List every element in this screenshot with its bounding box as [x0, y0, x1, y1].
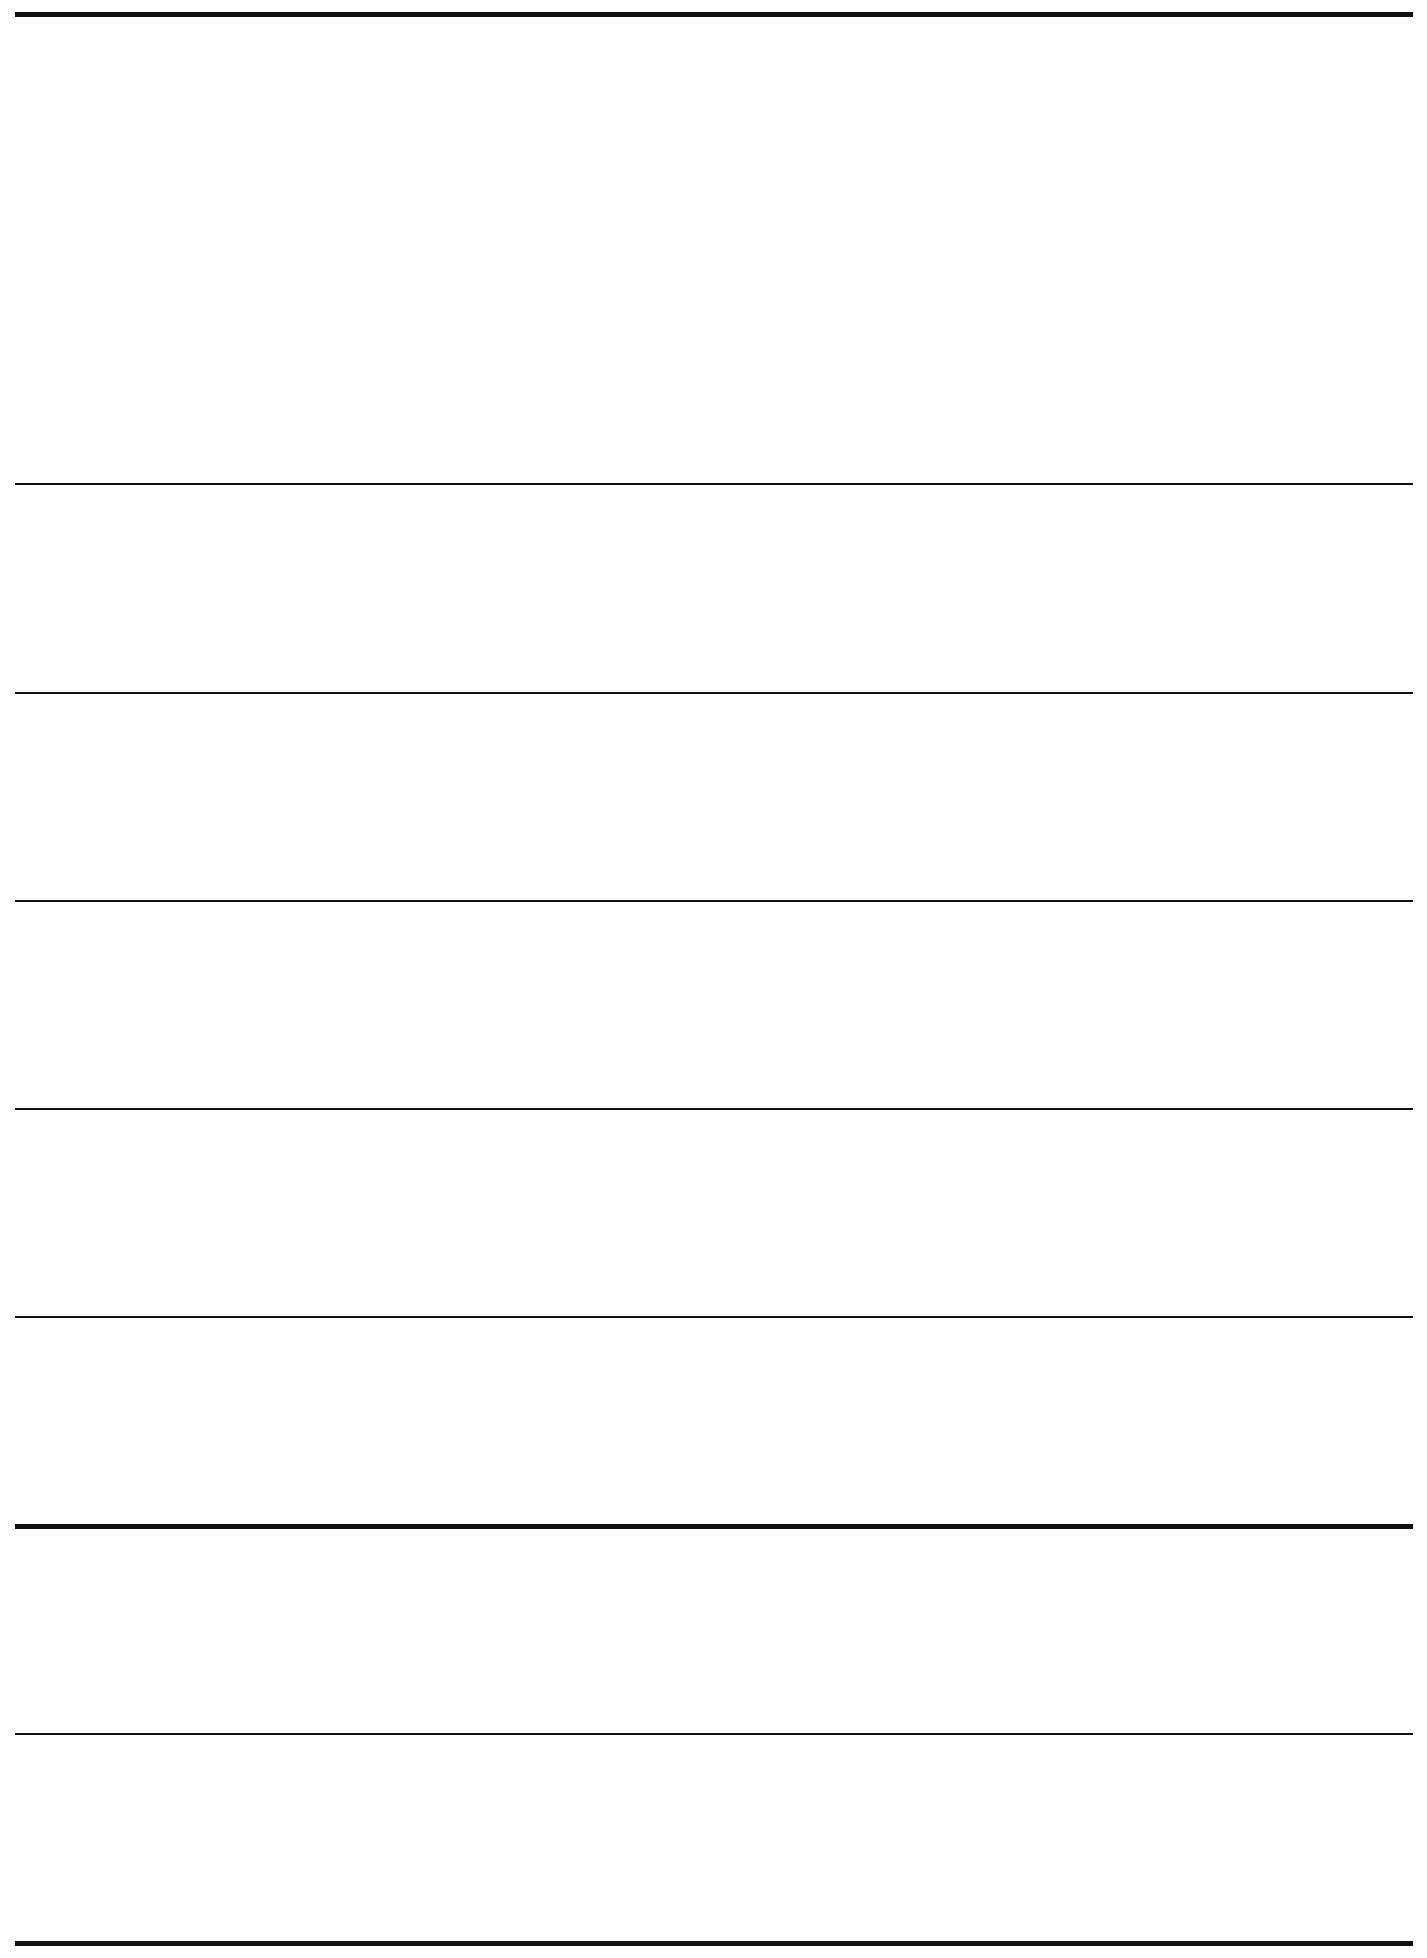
table-row-divider [15, 483, 1413, 485]
table-row-divider [15, 692, 1413, 694]
article-text-block [37, 1330, 957, 1540]
explanation-text-block [30, 30, 1415, 470]
table-row-divider [15, 1316, 1413, 1318]
table-bottom-rule [15, 1941, 1413, 1946]
table-row-divider [15, 1108, 1413, 1110]
table-row-divider [15, 1733, 1413, 1735]
table-row-divider [15, 900, 1413, 902]
table-top-rule [15, 12, 1413, 17]
